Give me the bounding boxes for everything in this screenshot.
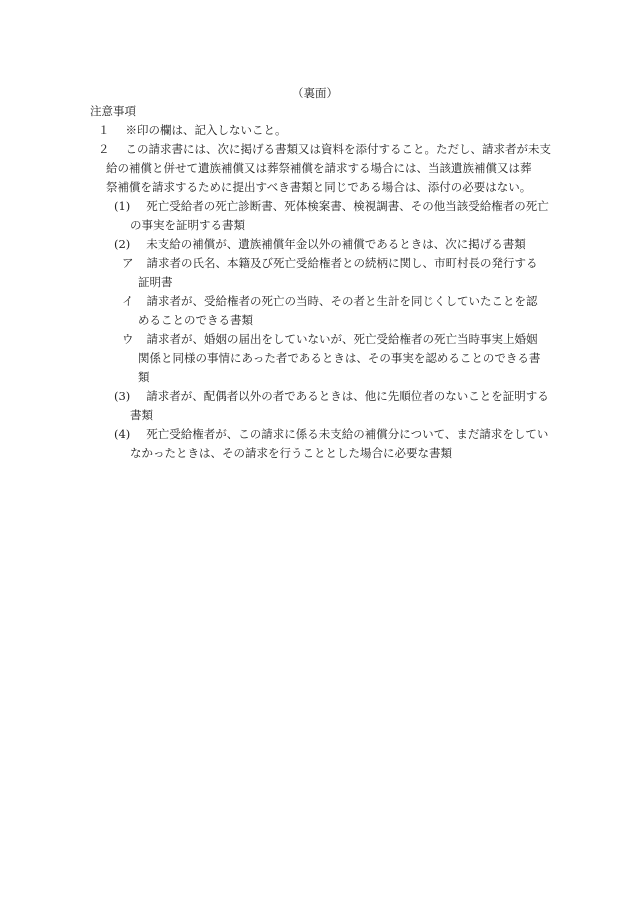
kana-item-text-line-1: 請求者が、受給権者の死亡の当時、その者と生計を同じくしていたことを認 (146, 294, 538, 308)
kana-item-u (122, 330, 538, 349)
kana-item-a (122, 254, 538, 273)
kana-item-number: イ (122, 294, 134, 308)
sub-item-2 (114, 235, 526, 254)
item-text: ※印の欄は、記入しないこと。 (125, 123, 287, 137)
sub-item-number: (2) (114, 237, 131, 251)
sub-item-number: (4) (114, 427, 131, 441)
kana-item-number: ア (122, 256, 134, 270)
sub-item-number: (3) (114, 389, 131, 403)
kana-item-i (122, 292, 538, 311)
note-item-2-line-3: 祭補償を請求するために提出すべき書類と同じである場合は、添付の必要はない。 (106, 180, 532, 194)
sub-item-number: (1) (114, 199, 131, 213)
kana-item-i-line-2: めることのできる書類 (138, 313, 253, 327)
kana-item-u-line-2: 関係と同様の事情にあった者であるときは、その事実を認めることのできる書 (138, 351, 541, 365)
page-heading: （裏面） (292, 86, 338, 100)
section-title: 注意事項 (90, 104, 136, 118)
item-number: １ (98, 123, 110, 137)
kana-item-text-line-1: 請求者が、婚姻の届出をしていないが、死亡受給権者の死亡当時事実上婚姻 (146, 332, 538, 346)
sub-item-4-line-2: なかったときは、その請求を行うこととした場合に必要な書類 (130, 446, 452, 460)
sub-item-3 (114, 387, 549, 406)
sub-item-1-line-2: の事実を証明する書類 (130, 218, 245, 232)
sub-item-4 (114, 425, 548, 444)
sub-item-3-line-2: 書類 (130, 408, 153, 422)
item-number: ２ (98, 142, 110, 156)
note-item-1 (98, 121, 287, 140)
sub-item-text-line-1: 死亡受給者の死亡診断書、死体検案書、検視調書、その他当該受給権者の死亡 (146, 199, 549, 213)
kana-item-number: ウ (122, 332, 134, 346)
kana-item-text-line-1: 請求者の氏名、本籍及び死亡受給権者との続柄に関し、市町村長の発行する (146, 256, 538, 270)
kana-item-u-line-3: 類 (138, 370, 150, 384)
kana-item-a-line-2: 証明書 (138, 275, 173, 289)
note-item-2-line-2: 給の補償と併せて遺族補償又は葬祭補償を請求する場合には、当該遺族補償又は葬 (106, 161, 532, 175)
note-item-2 (98, 140, 551, 159)
sub-item-1 (114, 197, 549, 216)
sub-item-text-line-1: 未支給の補償が、遺族補償年金以外の補償であるときは、次に掲げる書類 (146, 237, 526, 251)
sub-item-text-line-1: 請求者が、配偶者以外の者であるときは、他に先順位者のないことを証明する (146, 389, 549, 403)
item-text-line-1: この請求書には、次に掲げる書類又は資料を添付すること。ただし、請求者が未支 (125, 142, 551, 156)
sub-item-text-line-1: 死亡受給権者が、この請求に係る未支給の補償分について、まだ請求をしてい (146, 427, 549, 441)
